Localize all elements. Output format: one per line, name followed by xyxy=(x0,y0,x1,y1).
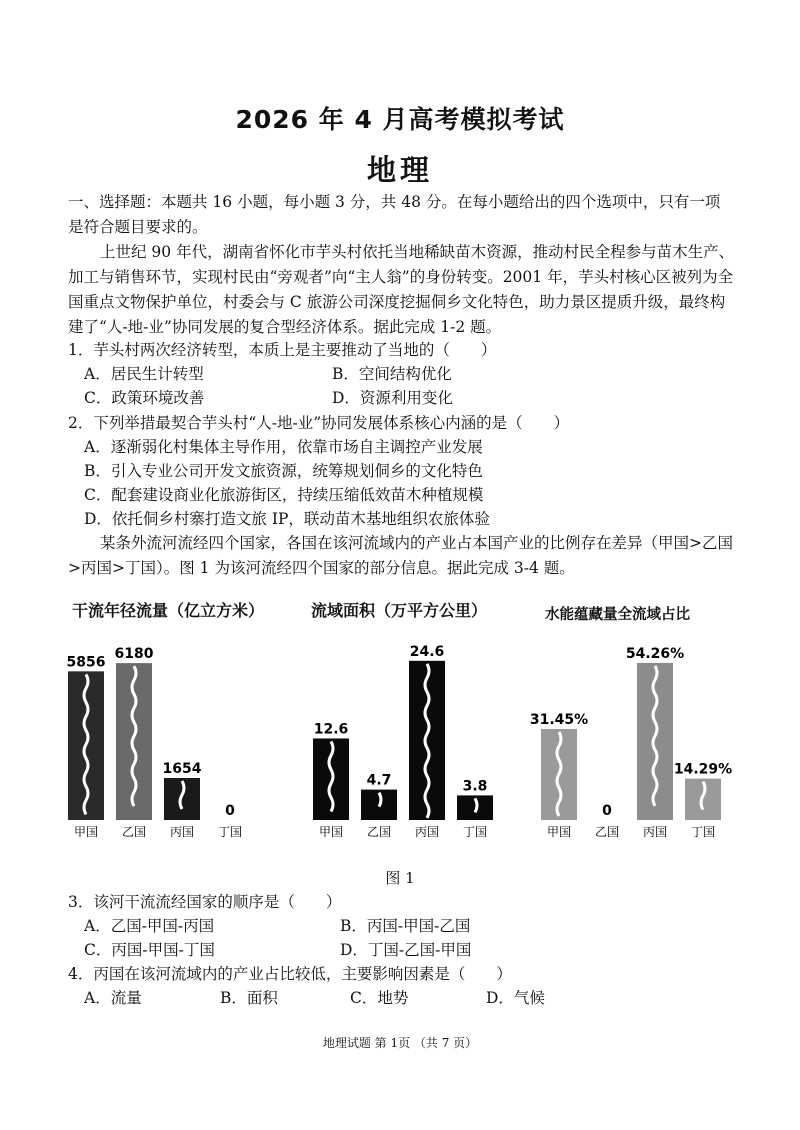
value-label-2-2: 54.26% xyxy=(625,645,685,662)
value-label-1-2: 24.6 xyxy=(409,643,445,660)
question-4-stem: 4．丙国在该河流域内的产业占比较低，主要影响因素是（ ） xyxy=(68,965,512,983)
category-label-2-1: 乙国 xyxy=(594,825,620,839)
figure-label: 图 1 xyxy=(385,869,415,887)
bar-2-2 xyxy=(637,663,673,820)
q1-option-d[interactable]: D．资源利用变化 xyxy=(332,389,453,407)
chart-2-title: 流域面积（万平方公里） xyxy=(311,601,488,620)
q2-option-c[interactable]: C．配套建设商业化旅游街区，持续压缩低效苗木种植规模 xyxy=(84,486,484,504)
section-intro-line1: 一、选择题：本题共 16 小题，每小题 3 分，共 48 分。在每小题给出的四个选项中，只有一项 xyxy=(68,193,721,211)
question-3-stem: 3．该河干流流经国家的顺序是（ ） xyxy=(68,893,342,911)
chart-3-title: 水能蕴藏量全流域占比 xyxy=(545,607,690,623)
category-label-1-0: 甲国 xyxy=(318,825,344,839)
q2-option-a[interactable]: A．逐渐弱化村集体主导作用，依靠市场自主调控产业发展 xyxy=(84,438,483,456)
category-label-2-0: 甲国 xyxy=(546,825,572,839)
q4-option-b[interactable]: B．面积 xyxy=(220,989,278,1007)
category-label-0-3: 丁国 xyxy=(217,825,243,839)
value-label-1-0: 12.6 xyxy=(313,721,349,738)
category-label-0-1: 乙国 xyxy=(121,825,147,839)
exam-title: 2026 年 4 月高考模拟考试 xyxy=(235,105,565,134)
passage-1: 上世纪 90 年代，湖南省怀化市芋头村依托当地稀缺苗木资源，推动村民全程参与苗木生产、加工与销售环节，实现村民由“旁观者”向“主人翁”的身份转变。2001 年，芋头村核心区被列为全国重点文物保护单位，村委会与 C 旅游公司深度挖掘侗乡文化特色，助力景区提质升级，最终构建了“人-地-业”协同发展的复合型经济体系。据此完成 1-2 题。 xyxy=(68,243,735,336)
category-label-2-2: 丙国 xyxy=(642,825,668,839)
question-1-stem: 1．芋头村两次经济转型，本质上是主要推动了当地的（ ） xyxy=(68,341,497,359)
q1-option-c[interactable]: C．政策环境改善 xyxy=(84,389,205,407)
category-label-2-3: 丁国 xyxy=(690,825,716,839)
category-label-0-0: 甲国 xyxy=(73,825,99,839)
value-label-2-3: 14.29% xyxy=(673,761,733,778)
chart-1-title: 干流年径流量（亿立方米） xyxy=(72,601,265,620)
question-2-stem: 2．下列举措最契合芋头村“人-地-业”协同发展体系核心内涵的是（ ） xyxy=(68,414,570,432)
category-label-1-2: 丙国 xyxy=(414,825,440,839)
q3-option-b[interactable]: B．丙国-甲国-乙国 xyxy=(340,917,471,935)
q1-option-a[interactable]: A．居民生计转型 xyxy=(84,365,204,383)
page-footer: 地理试题 第 1页 （共 7 页） xyxy=(322,1036,478,1050)
category-label-1-3: 丁国 xyxy=(462,825,488,839)
value-label-1-1: 4.7 xyxy=(366,772,392,789)
value-label-0-2: 1654 xyxy=(162,761,202,778)
value-label-2-1: 0 xyxy=(602,803,612,819)
q3-option-a[interactable]: A．乙国-甲国-丙国 xyxy=(84,917,215,935)
bar-0-1 xyxy=(116,663,152,820)
passage-2: 某条外流河流经四个国家，各国在该河流域内的产业占本国产业的比例存在差异（甲国>乙国>丙国>丁国）。图 1 为该河流经四个国家的部分信息。据此完成 3-4 题。 xyxy=(68,534,733,577)
q4-option-a[interactable]: A．流量 xyxy=(84,989,142,1007)
subject-title: 地理 xyxy=(366,153,433,187)
runoff-bar-chart xyxy=(60,630,260,845)
value-label-0-3: 0 xyxy=(225,803,235,819)
section-intro-line2: 是符合题目要求的。 xyxy=(68,218,208,236)
q4-option-d[interactable]: D．气候 xyxy=(486,989,545,1007)
hydropower-share-bar-chart xyxy=(529,630,733,845)
q2-option-b[interactable]: B．引入专业公司开发文旅资源，统筹规划侗乡的文化特色 xyxy=(84,462,483,480)
q1-option-b[interactable]: B．空间结构优化 xyxy=(332,365,452,383)
q2-option-d[interactable]: D．依托侗乡村寨打造文旅 IP，联动苗木基地组织农旅体验 xyxy=(84,510,490,528)
value-label-0-1: 6180 xyxy=(114,646,154,663)
q3-option-c[interactable]: C．丙国-甲国-丁国 xyxy=(84,941,215,959)
value-label-2-0: 31.45% xyxy=(529,711,589,728)
section-instructions xyxy=(68,190,740,240)
value-label-1-3: 3.8 xyxy=(462,778,488,795)
bar-1-2 xyxy=(409,661,445,820)
value-label-0-0: 5856 xyxy=(66,654,106,671)
category-label-1-1: 乙国 xyxy=(366,825,392,839)
q3-option-d[interactable]: D．丁国-乙国-甲国 xyxy=(340,941,472,959)
category-label-0-2: 丙国 xyxy=(169,825,195,839)
q4-option-c[interactable]: C．地势 xyxy=(350,989,409,1007)
basin-area-bar-chart xyxy=(305,630,505,845)
